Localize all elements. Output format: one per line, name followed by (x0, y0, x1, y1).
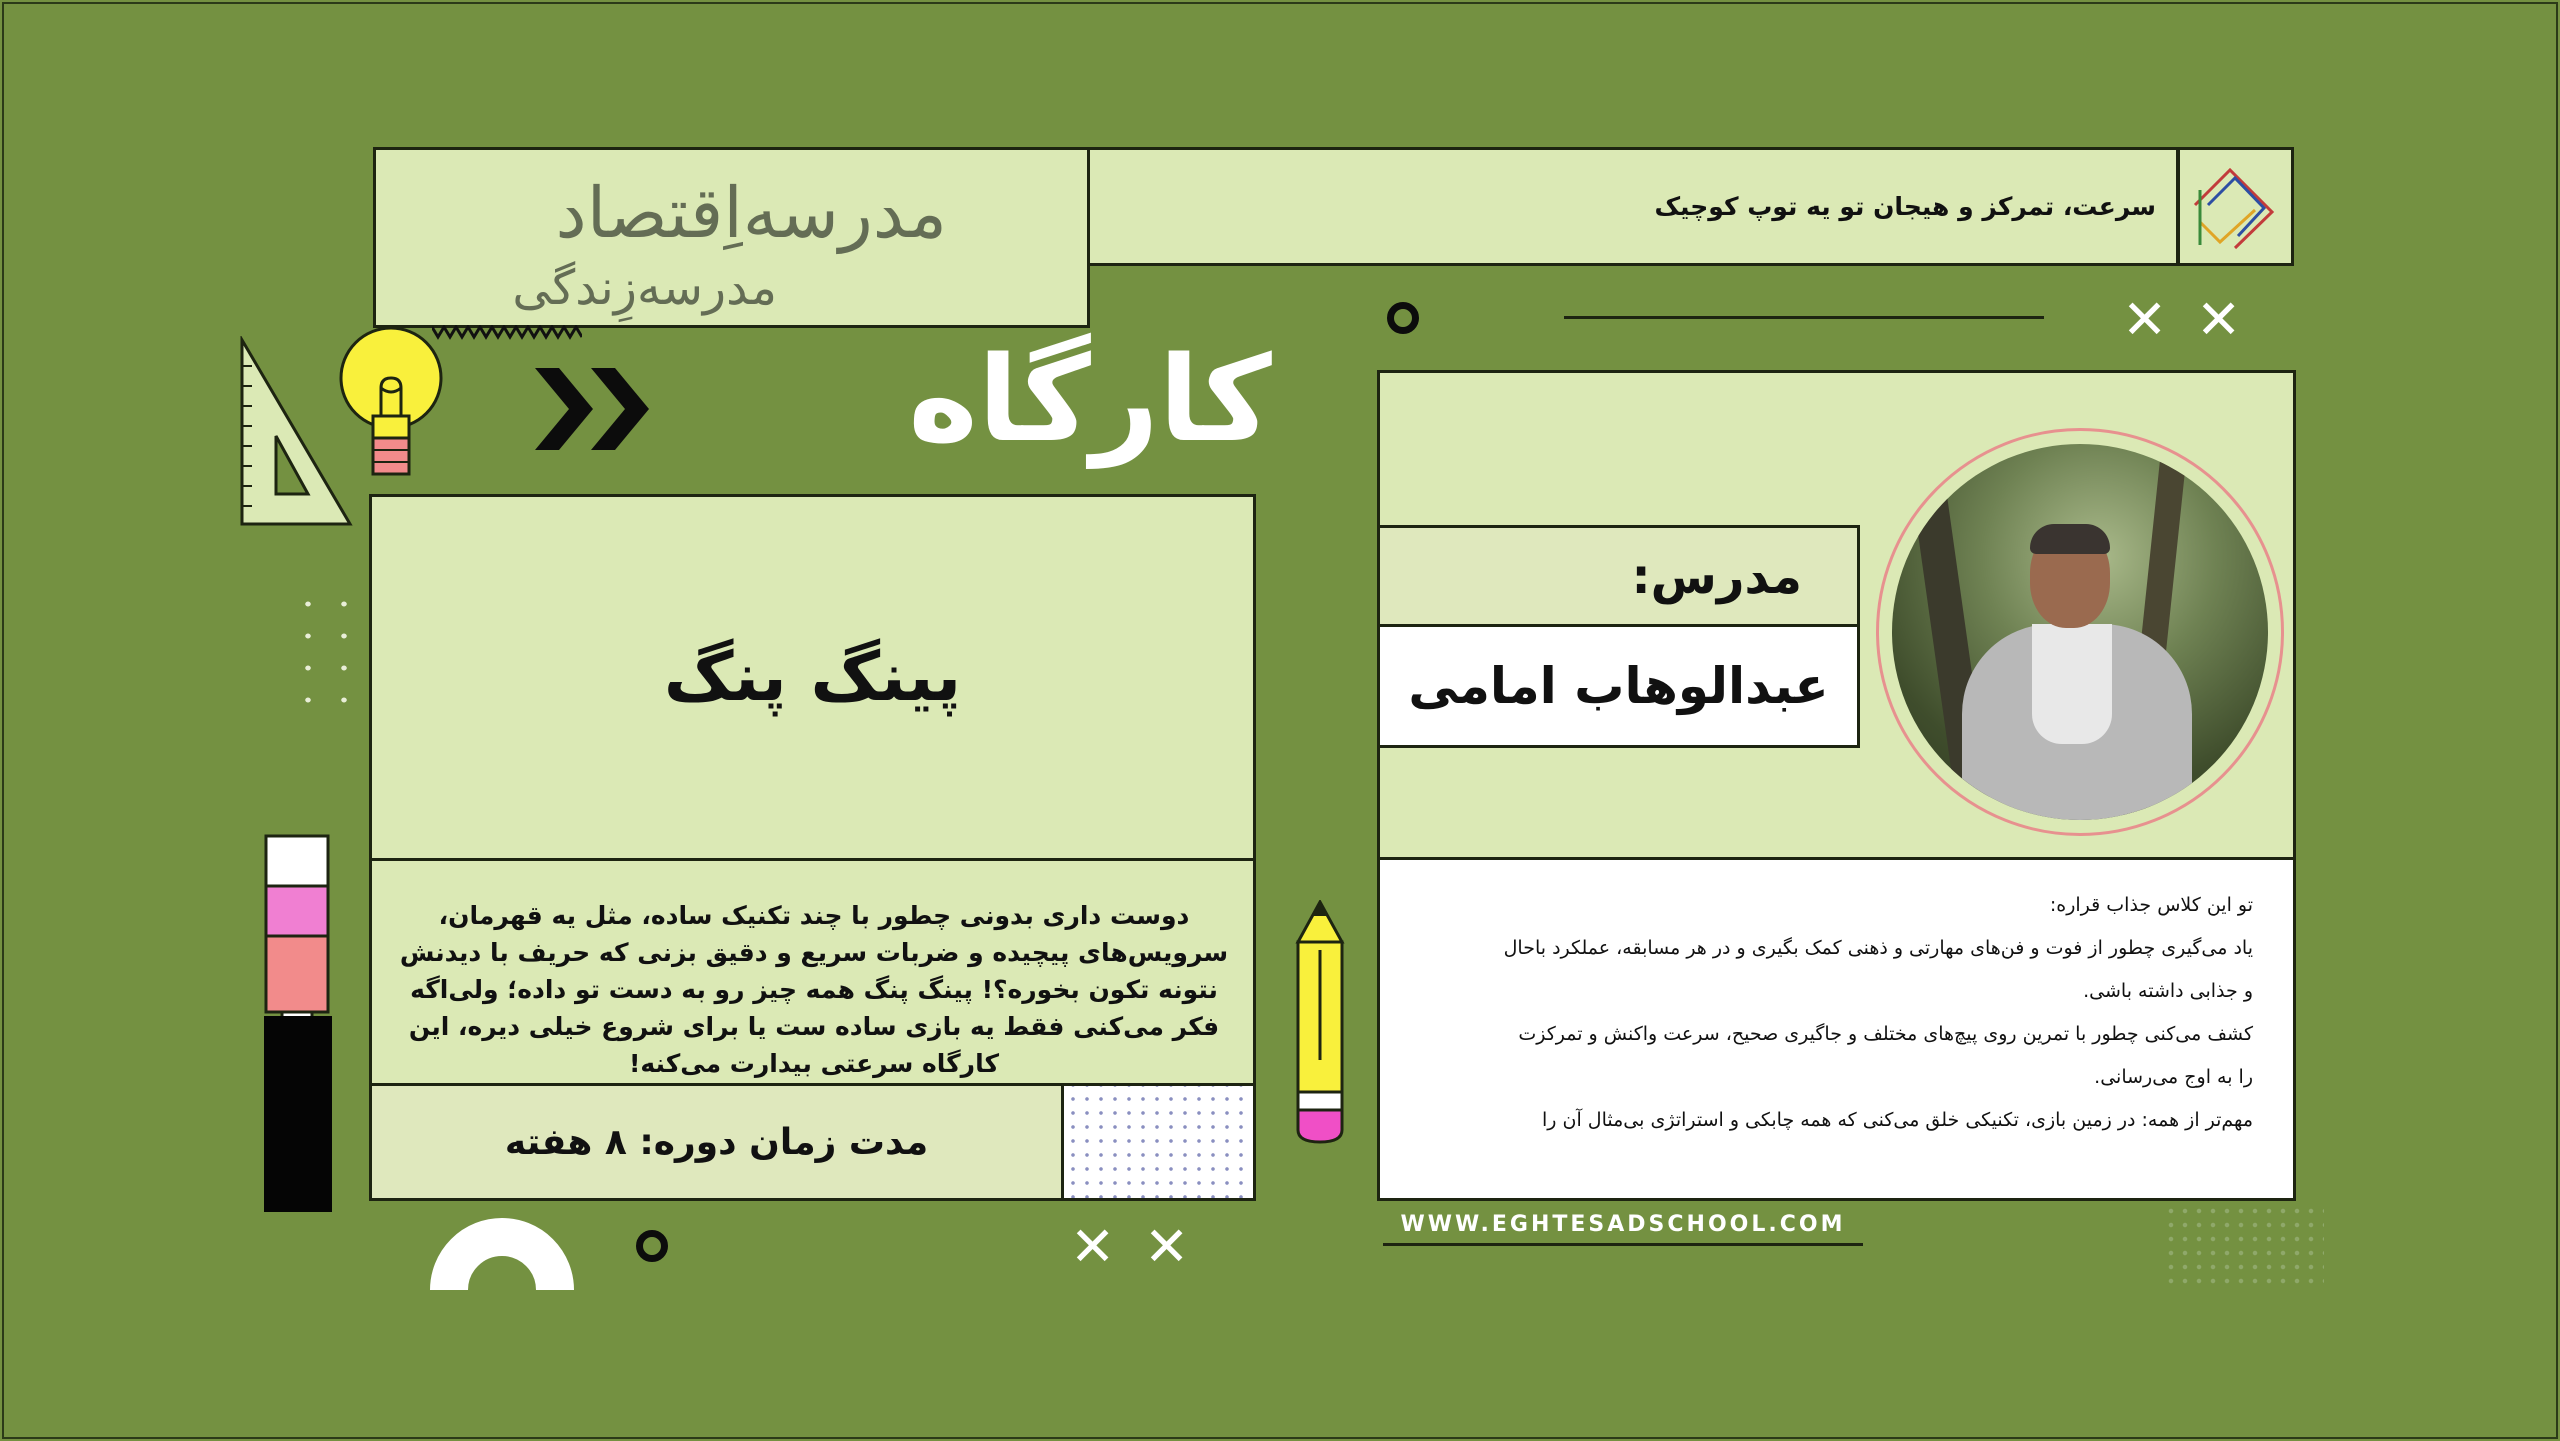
dots-decoration (290, 588, 350, 728)
instructor-label: مدرس: (1631, 548, 1802, 605)
desc-line: یاد می‌گیری چطور از فوت و فن‌های مهارتی و ذهنی کمک بگیری و در هر مسابقه، عملکرد باحال (1503, 937, 2253, 959)
course-duration: مدت زمان دوره: ۸ هفته (504, 1121, 929, 1163)
chevrons-icon (535, 368, 653, 450)
desc-line: مهم‌تر از همه: در زمین بازی، تکنیکی خلق می‌کنی که همه چابکی و استراتژی بی‌مثال آن را (1542, 1109, 2253, 1131)
x-decoration: ✕ (1070, 1215, 1116, 1278)
lightbulb-icon (336, 326, 446, 478)
dots-decoration (2164, 1204, 2324, 1284)
pencil-icon (1290, 900, 1350, 1145)
course-title-card (369, 494, 1256, 861)
workshop-heading: کارگاه (908, 330, 1272, 468)
x-decoration: ✕ (2122, 288, 2168, 351)
x-decoration: ✕ (2196, 288, 2242, 351)
marker-icon (262, 834, 336, 1214)
website-underline (1383, 1243, 1863, 1246)
desc-line: را به اوج می‌رسانی. (2094, 1066, 2253, 1088)
arch-shape (430, 1218, 574, 1290)
course-description: دوست داری بدونی چطور با چند تکنیک ساده، مثل یه قهرمان، سرویس‌های پیچیده و ضربات سریع و دقیق بزنی که حریف با دیدنش نتونه تکون بخوره؟! پینگ پنگ همه چیز رو به دست تو داده؛ ولی‌اگه فکر می‌کنی فقط یه بازی ساده ست یا برای شروع خیلی دیره، این کارگاه سرعتی بیدارت می‌کنه! (399, 901, 1229, 1078)
arch-decoration (430, 1218, 574, 1290)
course-description-card (369, 858, 1256, 1086)
instructor-name-box (1377, 624, 1860, 748)
wordmark-sub: مدرسه‌زِندگی (512, 260, 777, 316)
instructor-description-card (1377, 857, 2296, 1201)
zigzag-decoration (432, 325, 582, 341)
desc-line: و جذابی داشته باشی. (2083, 980, 2253, 1002)
desc-intro: تو این کلاس جذاب قراره: (2049, 894, 2253, 916)
course-title: پینگ پنگ (663, 638, 962, 717)
instructor-description (1403, 884, 2253, 1142)
duration-box (369, 1083, 1064, 1201)
school-wordmark-box (373, 147, 1090, 328)
photo-person-shirt (2032, 624, 2112, 744)
ring-decoration (636, 1230, 668, 1262)
school-logo-icon (2180, 150, 2291, 263)
wordmark-main: مدرسه‌اِقتصاد (555, 172, 947, 254)
dotted-panel (1061, 1083, 1256, 1201)
website-url[interactable]: WWW.EGHTESADSCHOOL.COM (1400, 1212, 1846, 1237)
tagline-banner (1087, 147, 2179, 266)
desc-line: کشف می‌کنی چطور با تمرین روی پیچ‌های مختلف و جاگیری صحیح، سرعت واکنش و تمرکزت (1518, 1023, 2253, 1045)
ring-decoration (1387, 302, 1419, 334)
photo-person-hair (2030, 524, 2110, 554)
instructor-label-box (1377, 525, 1860, 628)
divider-line (1564, 316, 2044, 319)
instructor-name: عبدالوهاب امامی (1408, 657, 1829, 715)
instructor-photo (1892, 444, 2268, 820)
tagline-text: سرعت، تمرکز و هیجان تو یه توپ کوچیک (1654, 192, 2156, 221)
school-logo (2177, 147, 2294, 266)
x-decoration: ✕ (1144, 1215, 1190, 1278)
